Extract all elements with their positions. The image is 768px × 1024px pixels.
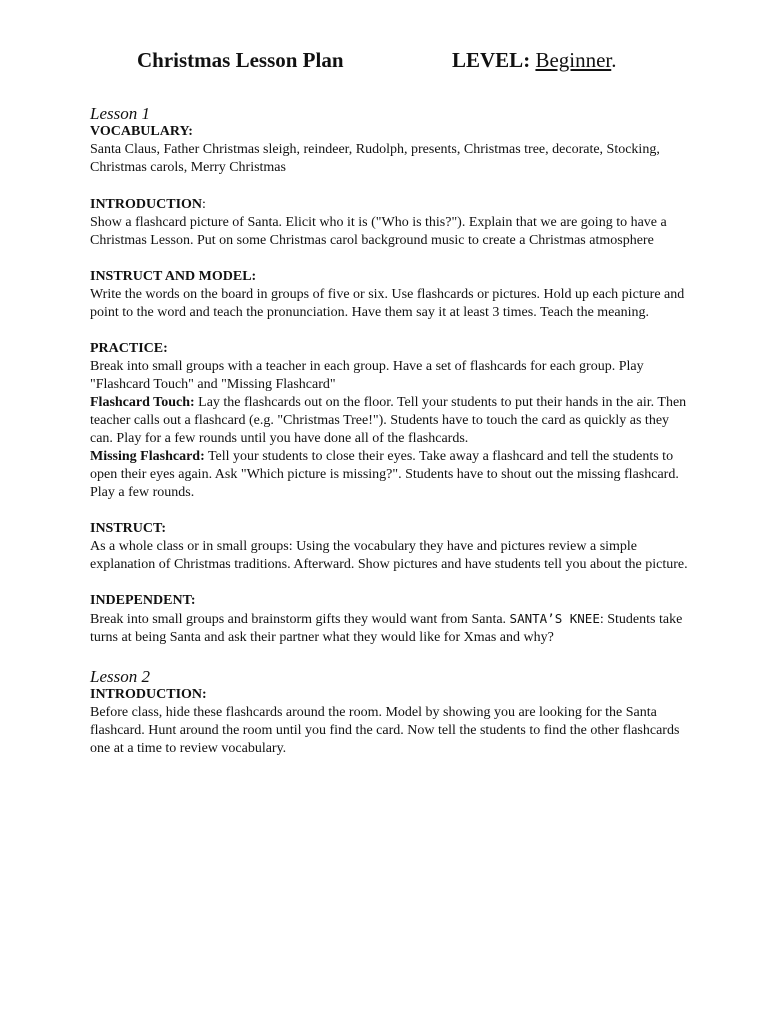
lesson-1-heading: Lesson 1 [90,104,150,123]
practice-intro: Break into small groups with a teacher in each group. Have a set of flashcards for each group. Play "Flashcard Touch" and "Missing Flashcard" [90,359,644,392]
vocabulary-text: Santa Claus, Father Christmas sleigh, reindeer, Rudolph, presents, Christmas tree, decorate, Stocking, Christmas carols, Merry Christmas [90,142,660,175]
introduction-colon: : [202,197,206,212]
introduction-heading: INTRODUCTION [90,197,203,212]
independent-section [90,592,690,647]
lesson-2-introduction-section [90,686,690,758]
document-title: Christmas Lesson Plan [137,48,344,72]
instruct-model-section [90,268,690,322]
independent-text-before: Break into small groups and brainstorm gifts they would want from Santa. [90,612,510,627]
independent-text [90,610,690,647]
missing-flashcard-text: Tell your students to close their eyes. Take away a flashcard and tell the students to open their eyes again. Ask "Which picture is missing?". Students have to shout out the missing flashcard. Play a few rounds. [90,449,679,500]
level-value: Beginner [535,48,612,72]
introduction-text: Show a flashcard picture of Santa. Elicit who it is ("Who is this?"). Explain that we are going to have a Christmas Lesson. Put on some Christmas carol background music to create a Christmas atmosphere [90,215,667,248]
instruct-model-heading: INSTRUCT AND MODEL: [90,269,257,284]
lesson-2-introduction-heading: INTRODUCTION: [90,687,207,702]
santas-knee-label: SANTA’S KNEE [509,611,600,626]
lesson-2-heading: Lesson 2 [90,667,150,686]
flashcard-touch-label: Flashcard Touch: [90,395,195,410]
level-label: LEVEL: [452,48,531,72]
vocabulary-heading: VOCABULARY: [90,124,193,139]
lesson-2-introduction-text: Before class, hide these flashcards around the room. Model by showing you are looking for the Santa flashcard. Hunt around the room until you find the card. Now tell the students to find the other flashcards one at a time to review vocabulary. [90,705,680,756]
document-page [90,44,690,758]
instruct-model-text: Write the words on the board in groups of five or six. Use flashcards or pictures. Hold up each picture and point to the word and teach the pronunciation. Have them say it at least 3 times. Teach the meaning. [90,287,685,320]
level-dot: . [611,48,617,72]
level-indicator [452,48,617,73]
flashcard-touch-text: Lay the flashcards out on the floor. Tell your students to put their hands in the air. Then teacher calls out a flashcard (e.g. "Christmas Tree!"). Students have to touch the card as quickly as they can. Play for a few rounds until you have done all of the flashcards. [90,395,687,446]
independent-text-after: : Students take turns at being Santa and ask their partner what they would like for Xmas and why? [90,612,683,645]
instruct-section [90,520,690,574]
independent-heading: INDEPENDENT: [90,593,196,608]
practice-heading: PRACTICE: [90,341,168,356]
instruct-heading: INSTRUCT: [90,521,166,536]
flashcard-touch-paragraph [90,394,690,448]
practice-section [90,340,690,502]
instruct-text: As a whole class or in small groups: Using the vocabulary they have and pictures review a simple explanation of Christmas traditions. Afterward. Show pictures and have students tell you about the picture. [90,539,688,572]
introduction-heading-line [90,195,690,214]
title-row [90,44,690,78]
vocabulary-section [90,123,690,177]
introduction-section [90,195,690,250]
missing-flashcard-label: Missing Flashcard: [90,449,205,464]
missing-flashcard-paragraph [90,448,690,502]
